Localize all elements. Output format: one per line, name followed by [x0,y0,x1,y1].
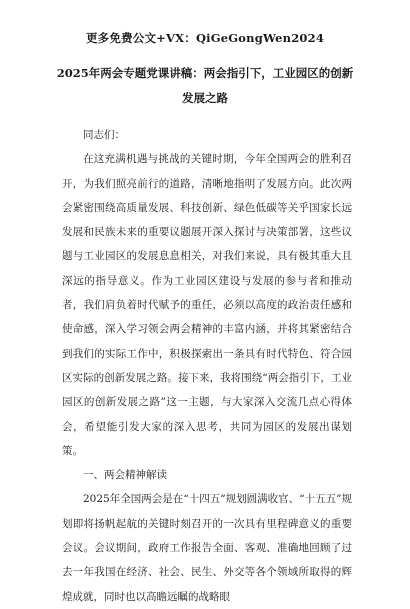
promo-header: 更多免费公文+VX：QiGeGongWen2024 [85,31,325,45]
document-body [62,123,352,609]
section-heading: 一、两会精神解读 [83,469,167,482]
section-paragraph: 2025年全国两会是在“十四五”规划圆满收官、“十五五”规划即将扬帆起航的关键时刻召开的一次具有里程碑意义的重要会议。会议期间，政府工作报告全面、客观、准确地回顾了过去一年我国在经济、社会、民生、外交等各个领域所取得的辉煌成就，同时也以高瞻远瞩的战略眼 [62,493,352,603]
body-paragraph: 在这充满机遇与挑战的关键时期，今年全国两会的胜利召开，为我们照亮前行的道路，清晰地指明了发展方向。此次两会紧密围绕高质量发展、科技创新、绿色低碳等关乎国家长远发展和民族未来的重要议题展开深入探讨与决策部署，这些议题与工业园区的发展息息相关，对我们来说，具有极其重大且深远的指导意义。作为工业园区建设与发展的参与者和推动者，我们肩负着时代赋予的重任，必须以高度的政治责任感和使命感，深入学习领会两会精神的丰富内涵，并将其紧密结合到我们的实际工作中，积极探索出一条具有时代特色、符合园区实际的创新发展之路。接下来，我将围绕“两会指引下，工业园区的创新发展之路”这一主题，与大家深入交流几点心得体会，希望能引发大家的深入思考，共同为园区的发展出谋划策。 [62,153,352,457]
document-title: 2025年两会专题党课讲稿：两会指引下，工业园区的创新发展之路 [56,66,354,105]
greeting: 同志们： [83,129,125,141]
